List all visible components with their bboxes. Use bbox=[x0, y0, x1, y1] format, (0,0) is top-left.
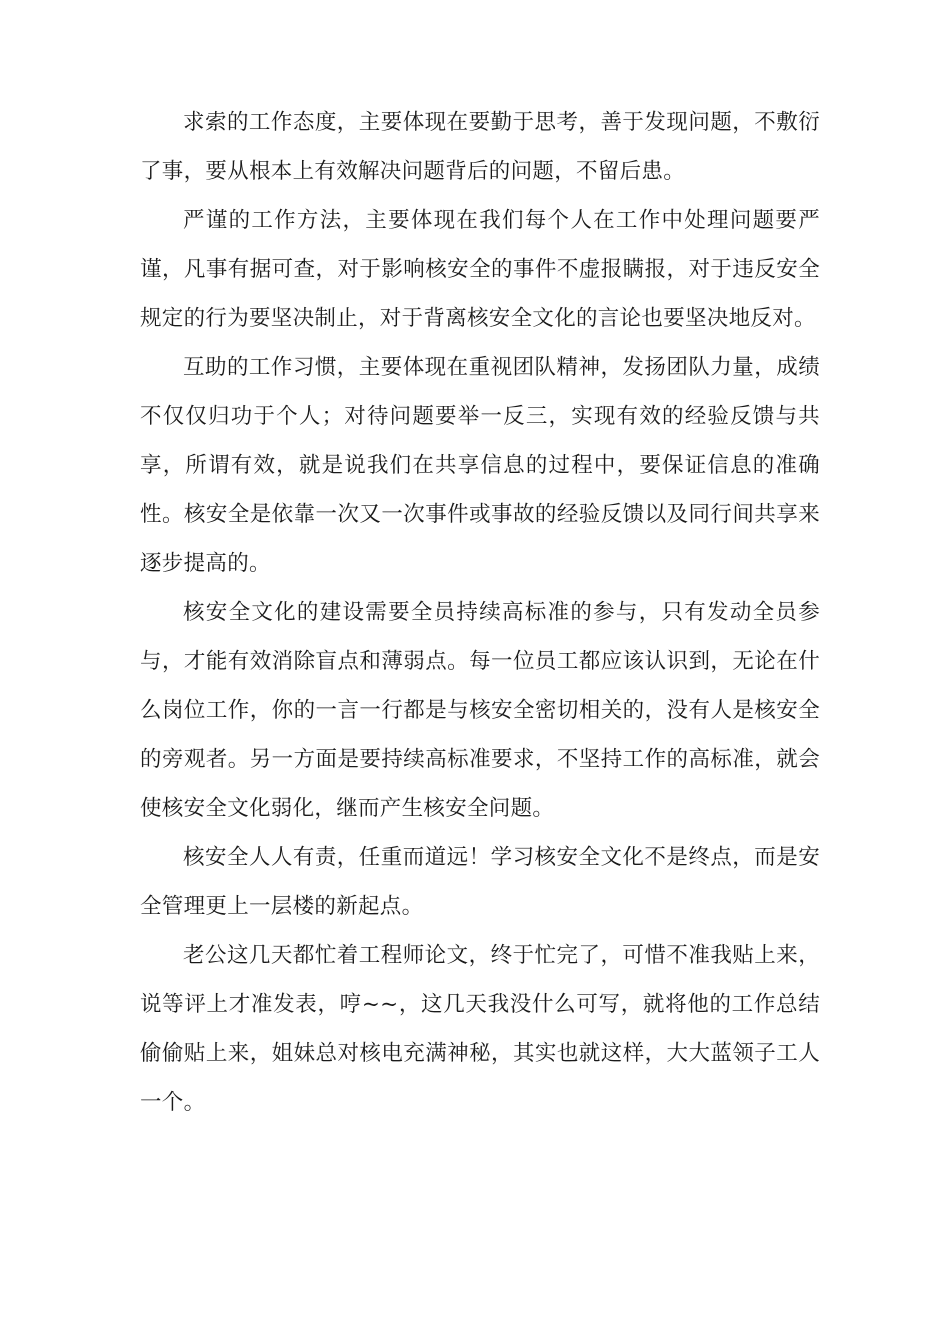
document-body bbox=[140, 98, 820, 1127]
paragraph-3: 互助的工作习惯，主要体现在重视团队精神，发扬团队力量，成绩不仅仅归功于个人；对待问题要举一反三，实现有效的经验反馈与共享，所谓有效，就是说我们在共享信息的过程中，要保证信息的准确性。核安全是依靠一次又一次事件或事故的经验反馈以及同行间共享来逐步提高的。 bbox=[140, 355, 820, 576]
paragraph-1: 求索的工作态度，主要体现在要勤于思考，善于发现问题，不敷衍了事，要从根本上有效解决问题背后的问题，不留后患。 bbox=[140, 110, 820, 184]
paragraph-2: 严谨的工作方法，主要体现在我们每个人在工作中处理问题要严谨，凡事有据可查，对于影响核安全的事件不虚报瞒报，对于违反安全规定的行为要坚决制止，对于背离核安全文化的言论也要坚决地反对。 bbox=[140, 208, 820, 331]
paragraph-5: 核安全人人有责，任重而道远！学习核安全文化不是终点，而是安全管理更上一层楼的新起点。 bbox=[140, 845, 820, 919]
paragraph-4: 核安全文化的建设需要全员持续高标准的参与，只有发动全员参与，才能有效消除盲点和薄弱点。每一位员工都应该认识到，无论在什么岗位工作，你的一言一行都是与核安全密切相关的，没有人是核安全的旁观者。另一方面是要持续高标准要求，不坚持工作的高标准，就会使核安全文化弱化，继而产生核安全问题。 bbox=[140, 600, 820, 821]
paragraph-6: 老公这几天都忙着工程师论文，终于忙完了，可惜不准我贴上来，说等评上才准发表，哼~~，这几天我没什么可写，就将他的工作总结偷偷贴上来，姐妹总对核电充满神秘，其实也就这样，大大蓝领子工人一个。 bbox=[140, 943, 820, 1115]
